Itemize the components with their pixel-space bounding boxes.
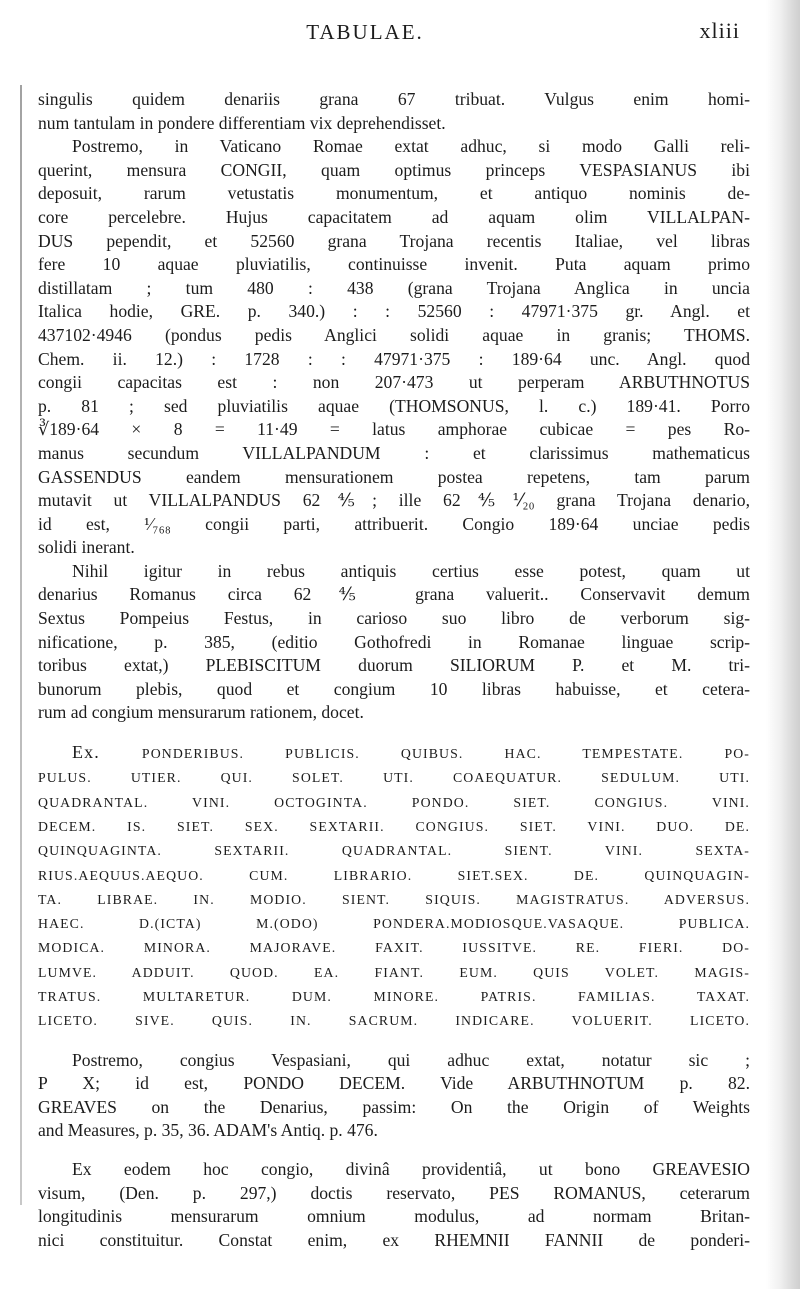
- inscription-line: PULUS. UTIER. QUI. SOLET. UTI. COAEQUATUR. SEDULUM. UTI.: [38, 770, 750, 786]
- page-edge-shadow: [766, 0, 800, 1289]
- page-body: [38, 88, 750, 1252]
- text-line: Chem. ii. 12.) : 1728 : : 47971·375 : 189·64 unc. Angl. quod: [38, 348, 750, 369]
- text-line: GREAVES on the Denarius, passim: On the Origin of Weights: [38, 1096, 750, 1117]
- text-line: num tantulam in pondere differentiam vix deprehendisset.: [38, 112, 446, 133]
- text-line: nici constituitur. Constat enim, ex RHEMNII FANNII de ponderi-: [38, 1229, 750, 1250]
- inscription-lead: Ex.: [72, 742, 142, 763]
- text-line: solidi inerant.: [38, 537, 135, 558]
- text-line: mutavit ut VILLALPANDUS 62⅘; ille 62⅘⅟₂₀ grana Trojana denario,: [38, 490, 750, 511]
- text-line: 437102·4946 (pondus pedis Anglici solidi aquae in granis; THOMS.: [38, 324, 750, 345]
- text-line: and Measures, p. 35, 36. ADAM's Antiq. p. 476.: [38, 1120, 378, 1141]
- text-line: manus secundum VILLALPANDUM : et clarissimus mathematicus: [38, 442, 750, 463]
- gutter-shadow: [20, 85, 22, 1205]
- text-line: Italica hodie, GRE. p. 340.) : : 52560 : 47971·375 gr. Angl. et: [38, 301, 750, 322]
- page-number: xliii: [699, 18, 740, 43]
- text-line: toribus extat,) PLEBISCITUM duorum SILIORUM P. et M. tri-: [38, 655, 750, 676]
- inscription-line: TRATUS. MULTARETUR. DUM. MINORE. PATRIS. FAMILIAS. TAXAT.: [38, 989, 750, 1004]
- text-line: P X; id est, PONDO DECEM. Vide ARBUTHNOTUM p. 82.: [38, 1073, 750, 1094]
- text-line: longitudinis mensurarum omnium modulus, ad normam Britan-: [38, 1206, 750, 1227]
- plebiscitum-inscription: [38, 740, 750, 1034]
- text-line: rum ad congium mensurarum rationem, docet.: [38, 702, 364, 723]
- text-line: fere 10 aquae pluviatilis, continuisse invenit. Puta aquam primo: [38, 254, 750, 275]
- text-line: denarius Romanus circa 62⅘ grana valuerit.. Conservavit demum: [38, 584, 750, 605]
- text-line: querint, mensura CONGII, quam optimus princeps VESPASIANUS ibi: [38, 159, 750, 180]
- paragraph-block: [38, 88, 750, 725]
- inscription-line: DECEM. IS. SIET. SEX. SEXTARII. CONGIUS. SIET. VINI. DUO. DE.: [38, 818, 750, 834]
- text-line: Postremo, congius Vespasiani, qui adhuc extat, notatur sic ;: [72, 1049, 750, 1070]
- paragraph-p1: [38, 88, 750, 135]
- paragraph-p3: [38, 560, 750, 725]
- inscription-line: [38, 740, 750, 766]
- text-line: nificatione, p. 385, (editio Gothofredi in Romanae linguae scrip-: [38, 631, 750, 652]
- running-head: [40, 14, 740, 48]
- text-line: Nihil igitur in rebus antiquis certius esse potest, quam ut: [72, 560, 750, 581]
- text-line: bunorum plebis, quod et congium 10 libras habuisse, et cetera-: [38, 678, 750, 699]
- text-line: core percelebre. Hujus capacitatem ad aquam olim VILLALPAN-: [38, 206, 750, 227]
- inscription-line: TA. LIBRAE. IN. MODIO. SIENT. SIQUIS. MAGISTRATUS. ADVERSUS.: [38, 891, 750, 907]
- inscription-text: PONDERIBUS. PUBLICIS. QUIBUS. HAC. TEMPESTATE. PO-: [141, 746, 750, 762]
- text-line: congii capacitas est : non 207·473 ut perperam ARBUTHNOTUS: [38, 372, 750, 393]
- text-line: Ex eodem hoc congio, divinâ providentiâ, ut bono GREAVESIO: [72, 1158, 750, 1179]
- inscription-line: HAEC. D.(ICTA) M.(ODO) PONDERA.MODIOSQUE.VASAQUE. PUBLICA.: [38, 916, 750, 932]
- inscription-line: RIUS.AEQUUS.AEQUO. CUM. LIBRARIO. SIET.SEX. DE. QUINQUAGIN-: [38, 867, 750, 883]
- text-line: ∛189·64 × 8 = 11·49 = latus amphorae cubicae = pes Ro-: [38, 419, 750, 440]
- text-line: distillatam ; tum 480 : 438 (grana Trojana Anglica in uncia: [38, 277, 750, 298]
- running-head-title: TABULAE.: [306, 20, 424, 44]
- text-line: id est, ¹⁄₇₆₈ congii parti, attribuerit. Congio 189·64 unciae pedis: [38, 513, 750, 534]
- text-line: p. 81 ; sed pluviatilis aquae (THOMSONUS, l. c.) 189·41. Porro: [38, 395, 750, 416]
- text-line: DUS pependit, et 52560 grana Trojana recentis Italiae, vel libras: [38, 230, 750, 251]
- text-line: singulis quidem denariis grana 67 tribuat. Vulgus enim homi-: [38, 89, 750, 109]
- inscription-line: QUADRANTAL. VINI. OCTOGINTA. PONDO. SIET. CONGIUS. VINI.: [38, 794, 750, 810]
- text-line: GASSENDUS eandem mensurationem postea repetens, tam parum: [38, 466, 750, 487]
- inscription-line: LUMVE. ADDUIT. QUOD. EA. FIANT. EUM. QUIS VOLET. MAGIS-: [38, 964, 750, 980]
- inscription-line: MODICA. MINORA. MAJORAVE. FAXIT. IUSSITVE. RE. FIERI. DO-: [38, 940, 750, 956]
- paragraph-postremo: [38, 1049, 750, 1143]
- text-line: visum, (Den. p. 297,) doctis reservato, PES ROMANUS, ceterarum: [38, 1182, 750, 1203]
- inscription-line: LICETO. SIVE. QUIS. IN. SACRUM. INDICARE. VOLUERIT. LICETO.: [38, 1013, 750, 1029]
- paragraph-ex-eodem: [38, 1158, 750, 1252]
- text-line: deposuit, rarum vetustatis monumentum, et antiquo nominis de-: [38, 183, 750, 204]
- paragraph-p2: [38, 135, 750, 560]
- text-line: Sextus Pompeius Festus, in carioso suo libro de verborum sig-: [38, 608, 750, 629]
- inscription-line: QUINQUAGINTA. SEXTARII. QUADRANTAL. SIENT. VINI. SEXTA-: [38, 843, 750, 859]
- text-line: Postremo, in Vaticano Romae extat adhuc, si modo Galli reli-: [72, 136, 750, 157]
